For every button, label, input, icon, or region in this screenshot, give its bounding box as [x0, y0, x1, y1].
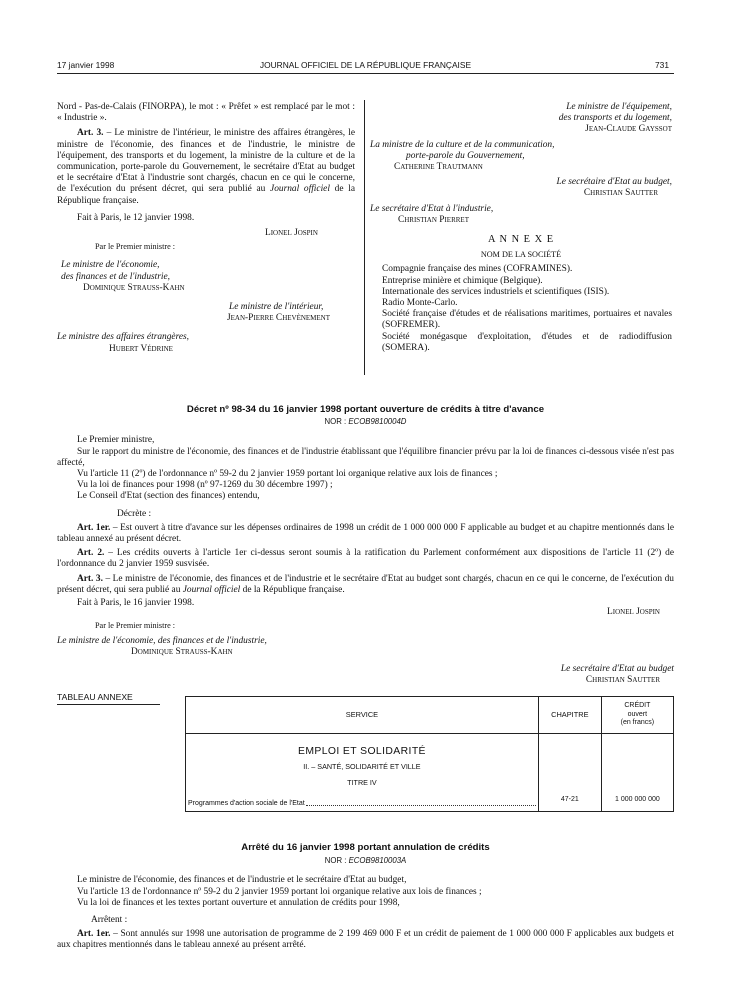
arrete-nor [57, 855, 674, 866]
article-label: Art. 3. [77, 573, 103, 584]
nor-label: NOR : [324, 856, 349, 866]
table-subsection: II. – SANTÉ, SOLIDARITÉ ET VILLE [303, 762, 421, 772]
decret-nor [57, 416, 674, 427]
list-item: Radio Monte-Carlo. [382, 298, 458, 309]
article-text: – Sont annulés sur 1998 une autorisation de programme de 2 199 469 000 F et un crédit de paiement de 1 000 000 000 F applicables aux budgets et aux chapitres mentionnés dans le tableau annexé au présent arrêté. [57, 929, 674, 951]
arrete-visa: Le ministre de l'économie, des finances et de l'industrie et le secrétaire d'Etat au budget, [77, 875, 407, 886]
arrete-title: Arrêté du 16 janvier 1998 portant annulation de crédits [241, 842, 490, 853]
nor-code: ECOB9810003A [348, 856, 407, 866]
left-column [57, 102, 355, 355]
arrete-article-1 [57, 929, 674, 951]
article-text: – Est ouvert à titre d'avance sur les dépenses ordinaires de 1998 un crédit de 1 000 000 000 F applicable au budget et au chapitre mentionnés dans le tableau annexé au présent décret. [57, 522, 674, 545]
minister-title: Le ministre de l'économie, des finances et de l'industrie, [57, 635, 267, 646]
nor-code: ECOB9810004D [348, 417, 407, 427]
table-row-label [186, 798, 538, 809]
minister-name: Hubert Védrine [109, 343, 173, 354]
minister-name: Dominique Strauss-Kahn [131, 646, 233, 657]
col-credit-line: CRÉDIT [624, 702, 651, 710]
decret-visa: Vu l'article 11 (2º) de l'ordonnance nº 59-2 du 2 janvier 1959 portant loi organique relative aux lois de finances ; [77, 469, 498, 480]
article-text: – Le ministre de l'économie, des finances et de l'industrie et le secrétaire d'Etat au budget sont chargés, chacun en ce qui le concerne, de l'exécution du présent décret, qui sera publié au [57, 573, 674, 595]
right-column [370, 102, 672, 354]
journal-officiel-ref: Journal officiel [270, 184, 330, 195]
minister-name: Christian Pierret [398, 214, 469, 225]
service-cell [186, 734, 539, 812]
credit-cell: 1 000 000 000 [601, 734, 673, 812]
signer-name: Lionel Jospin [607, 607, 660, 618]
table-section: EMPLOI ET SOLIDARITÉ [297, 746, 426, 757]
column-divider [364, 100, 365, 375]
decret-visa: Vu la loi de finances pour 1998 (nº 97-1269 du 30 décembre 1997) ; [77, 480, 333, 491]
list-item: Société française d'études et de réalisations maritimes, portuaires et navales (SOFREMER). [382, 309, 672, 331]
left-paragraph: Nord - Pas-de-Calais (FINORPA), le mot : « Prêfet » est remplacé par le mot : « Industrie ». [57, 102, 355, 124]
left-article-3 [57, 128, 355, 206]
header-rule [57, 73, 674, 74]
col-service: SERVICE [186, 697, 539, 734]
decret-section [57, 404, 674, 686]
minister-title: Le secrétaire d'Etat à l'industrie, [370, 203, 494, 214]
par-premier-ministre: Par le Premier ministre : [95, 242, 176, 252]
minister-title: porte-parole du Gouvernement, [406, 150, 525, 161]
journal-officiel-ref: Journal officiel [182, 584, 241, 595]
minister-title: des finances et de l'industrie, [61, 271, 171, 282]
tableau-label: TABLEAU ANNEXE [57, 692, 133, 702]
list-item: Entreprise minière et chimique (Belgique). [382, 275, 543, 286]
minister-title: Le secrétaire d'Etat au budget, [556, 177, 672, 188]
arrete-arretent: Arrêtent : [91, 915, 128, 926]
arrete-visa: Vu la loi de finances et les textes portant ouverture et annulation de crédits pour 1998, [77, 897, 400, 908]
article-text-end: de la République française. [240, 584, 345, 595]
article-label: Art. 1er. [77, 522, 111, 533]
decret-title: Décret nº 98-34 du 16 janvier 1998 portant ouverture de crédits à titre d'avance [186, 404, 545, 415]
article-text: – Les crédits ouverts à l'article 1er ci-dessus seront soumis à la ratification du Parlement conformément aux dispositions de l'article 11 (2º) de l'ordonnance du 2 janvier 1959 susvisée. [57, 548, 674, 570]
signer-name: Lionel Jospin [265, 228, 318, 239]
minister-name: Christian Sautter [585, 675, 660, 686]
article-label: Art. 3. [77, 128, 104, 139]
minister-title: Le ministre de l'intérieur, [229, 302, 324, 313]
tableau-label-underline [57, 704, 160, 705]
minister-name: Jean-Pierre Chevènement [227, 313, 331, 324]
list-item: Société monégasque d'exploitation, d'études et de radiodiffusion (SOMERA). [382, 331, 672, 353]
minister-title: La ministre de la culture et de la communication, [370, 139, 555, 150]
article-label: Art. 1er. [77, 929, 111, 940]
nor-label: NOR : [324, 417, 349, 427]
col-credit-line: ouvert [627, 710, 648, 718]
annexe-title: A N N E X E [487, 234, 555, 246]
table-header-row [186, 697, 674, 734]
societes-list [370, 264, 672, 354]
par-premier-ministre: Par le Premier ministre : [95, 621, 176, 631]
article-text: – Le ministre de l'intérieur, le ministre des affaires étrangères, le ministre de l'économie, des finances et de l'industrie, le ministre de l'équipement, des transports et du logement, la ministre de la culture et de la communication, porte-parole du Gouvernement, le secrétaire d'Etat au budget et le secrétaire d'Etat à l'industrie sont chargés, chacun en ce qui le concerne, de l'exécution du présent décret, qui sera publié au [57, 128, 355, 195]
decret-premier-ministre: Le Premier ministre, [77, 435, 155, 446]
article-text-end: de la République française. [57, 184, 355, 206]
list-item: Compagnie française des mines (COFRAMINES). [382, 264, 573, 275]
minister-title: Le ministre de l'économie, [61, 260, 160, 271]
decret-article-2 [57, 548, 674, 570]
arrete-section [57, 842, 674, 952]
chapitre-cell: 47-21 [538, 734, 601, 812]
minister-name: Jean-Claude Gayssot [585, 124, 672, 135]
minister-name: Dominique Strauss-Kahn [83, 282, 185, 293]
header-page-number: 731 [655, 60, 669, 70]
article-label: Art. 2. [77, 548, 105, 559]
decret-decrete: Décrète : [117, 508, 152, 519]
header-date: 17 janvier 1998 [57, 60, 115, 70]
dot-leader [306, 798, 536, 806]
annexe-subtitle: NOM DE LA SOCIÉTÉ [480, 250, 562, 260]
col-credit-line: (en francs) [620, 719, 655, 727]
table-row [186, 734, 674, 812]
row-label-text: Programmes d'action sociale de l'Etat [188, 799, 305, 807]
decret-visa: Le Conseil d'Etat (section des finances) entendu, [77, 491, 260, 502]
minister-title: Le ministre de l'équipement, [566, 102, 672, 112]
decret-visa: Sur le rapport du ministre de l'économie, des finances et de l'industrie établissant que l'équilibre financier prévu par la loi de finances ci-dessous visée n'est pas affecté, [57, 446, 674, 468]
decret-article-3 [57, 574, 674, 596]
tableau-annexe [185, 696, 674, 812]
fait-a-paris: Fait à Paris, le 16 janvier 1998. [77, 598, 195, 609]
table-titre: TITRE IV [347, 778, 377, 788]
col-credit [601, 697, 673, 734]
decret-article-1 [57, 523, 674, 545]
minister-name: Christian Sautter [583, 188, 658, 199]
list-item: Internationale des services industriels et scientifiques (ISIS). [382, 286, 610, 297]
minister-title: Le secrétaire d'Etat au budget [560, 664, 674, 675]
minister-name: Catherine Trautmann [394, 162, 483, 173]
fait-a-paris: Fait à Paris, le 12 janvier 1998. [77, 212, 195, 223]
col-chapitre: CHAPITRE [538, 697, 601, 734]
minister-title: Le ministre des affaires étrangères, [57, 332, 190, 343]
header-journal: JOURNAL OFFICIEL DE LA RÉPUBLIQUE FRANÇAISE [259, 60, 472, 70]
arrete-visa: Vu l'article 13 de l'ordonnance nº 59-2 du 2 janvier 1959 portant loi organique relative aux lois de finances ; [77, 886, 482, 897]
minister-title: des transports et du logement, [558, 113, 672, 124]
